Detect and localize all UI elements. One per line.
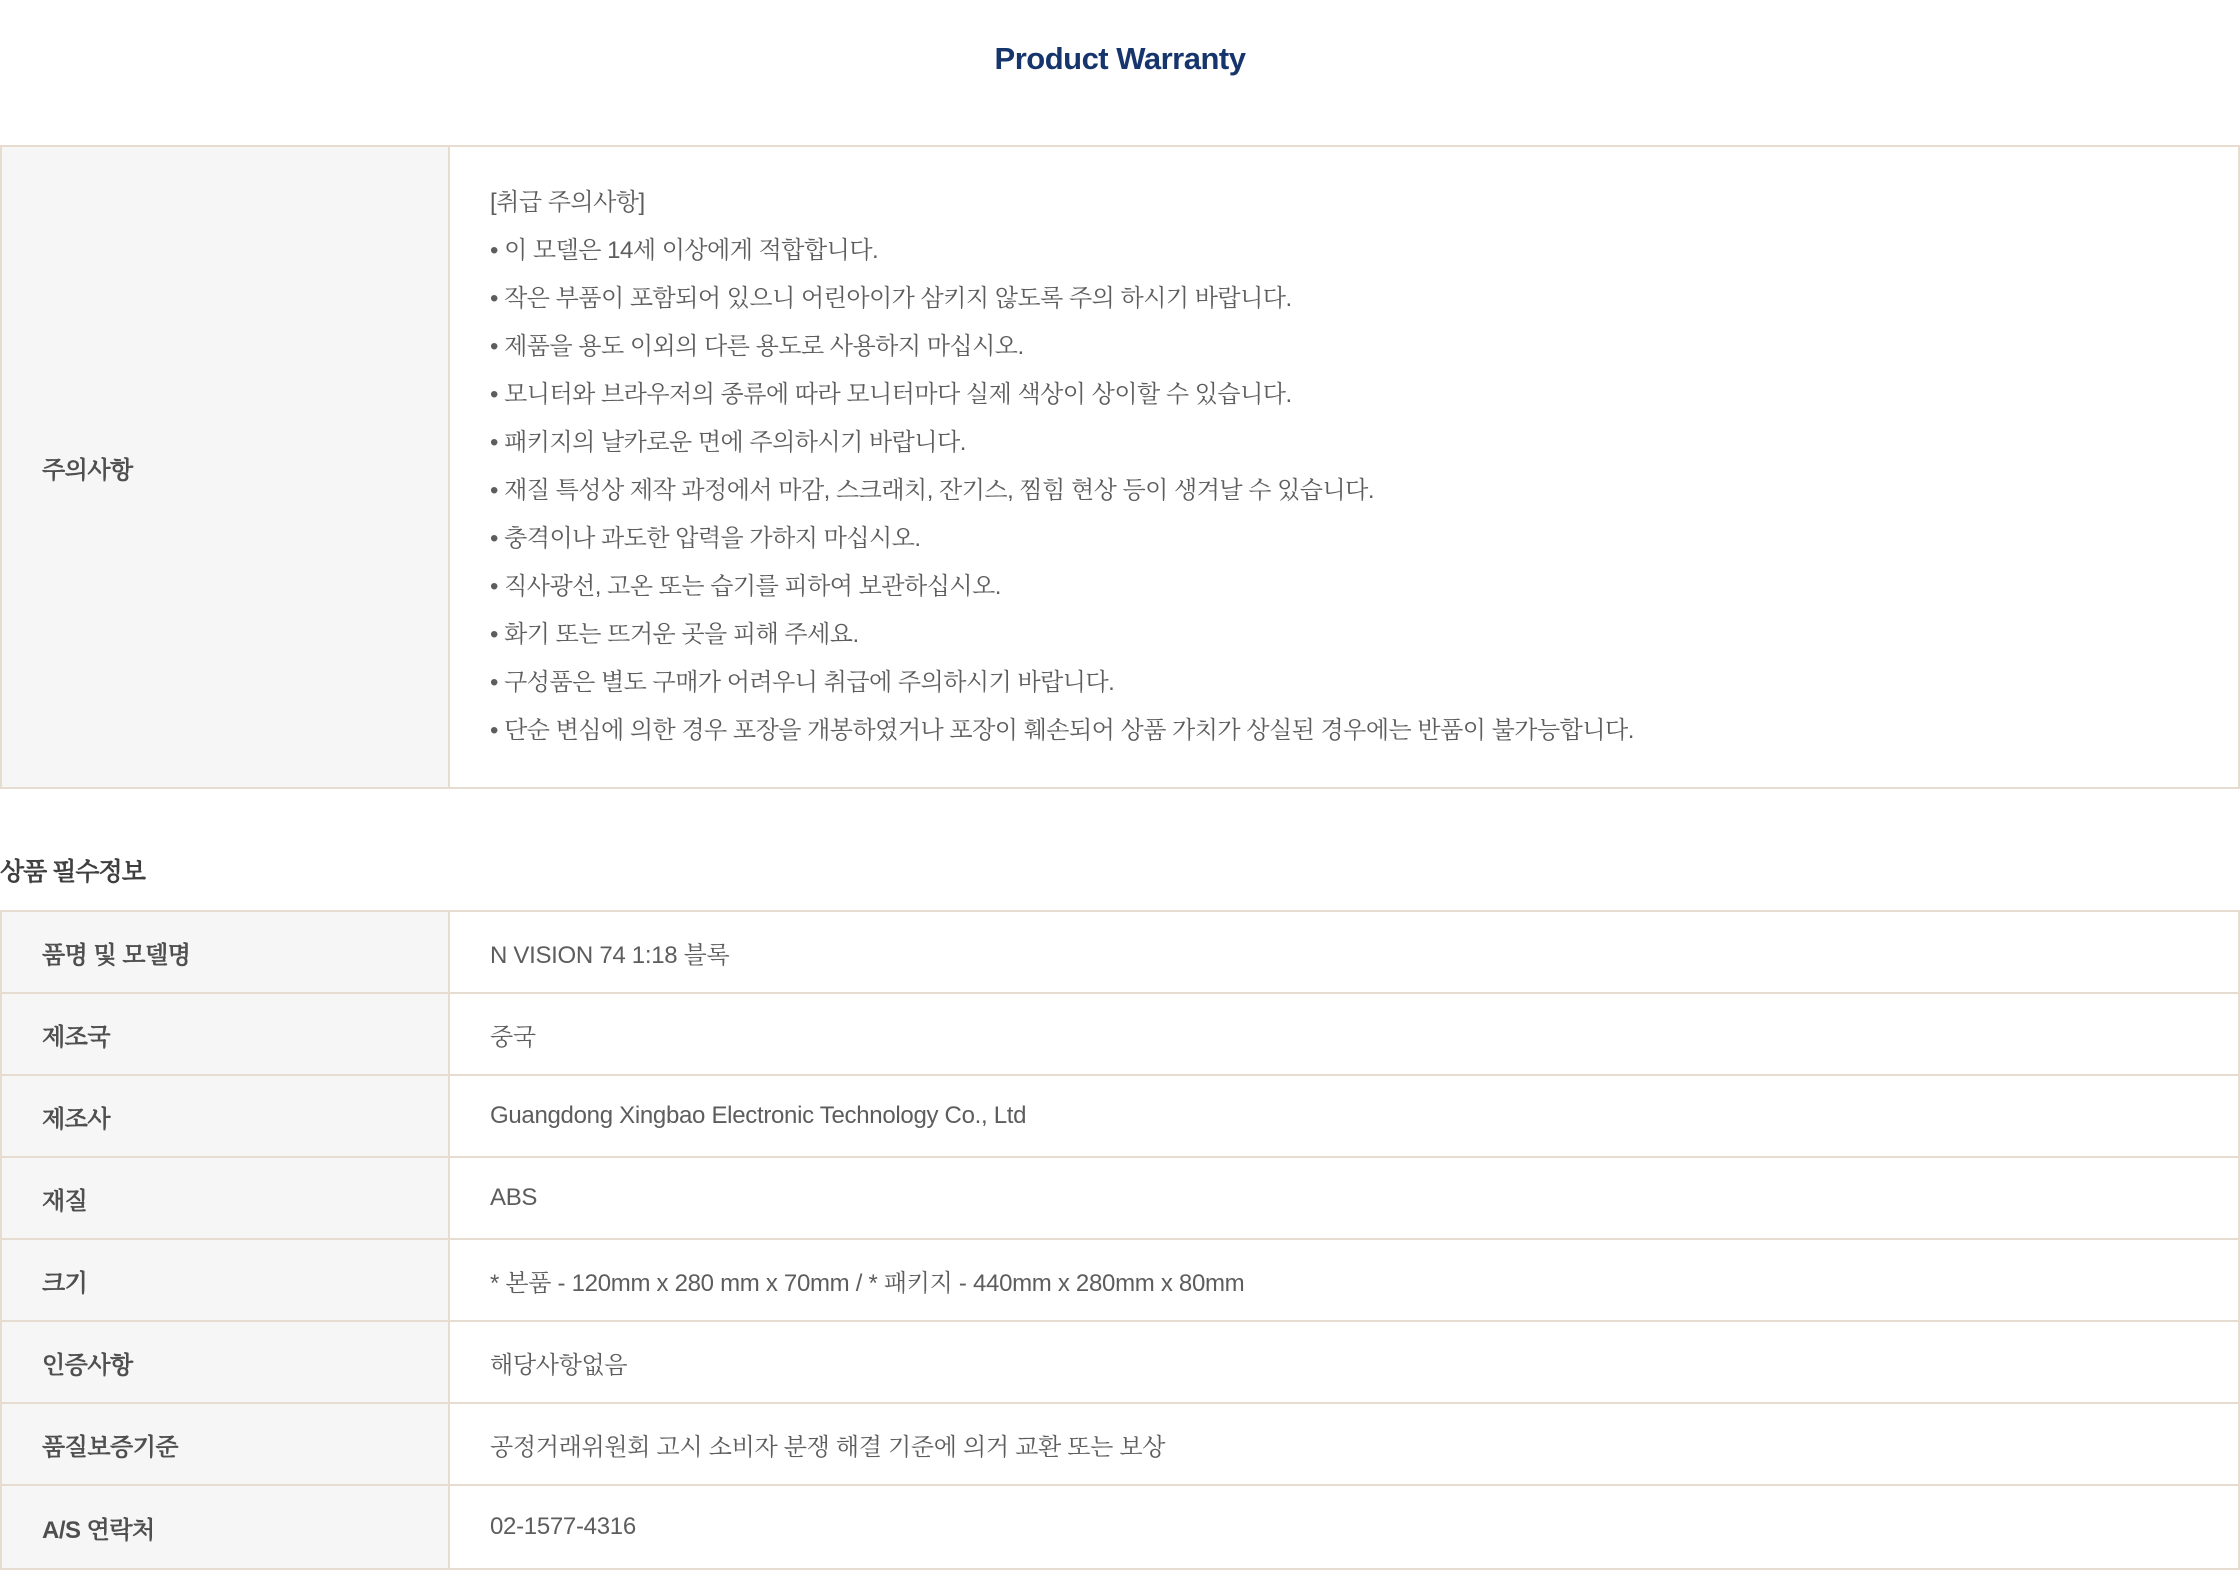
precaution-item: • 작은 부품이 포함되어 있으니 어린아이가 삼키지 않도록 주의 하시기 바랍니다. — [490, 285, 1292, 312]
precaution-item: • 이 모델은 14세 이상에게 적합합니다. — [490, 237, 879, 264]
precaution-item: • 직사광선, 고온 또는 습기를 피하여 보관하십시오. — [490, 573, 1001, 600]
row-label: 인증사항 — [2, 1322, 450, 1402]
precaution-item: • 구성품은 별도 구매가 어려우니 취급에 주의하시기 바랍니다. — [490, 669, 1115, 696]
precautions-table — [0, 145, 2240, 789]
precautions-label-cell: 주의사항 — [2, 147, 450, 787]
precaution-item: • 단순 변심에 의한 경우 포장을 개봉하였거나 포장이 훼손되어 상품 가치가 상실된 경우에는 반품이 불가능합니다. — [490, 717, 1634, 744]
table-row — [2, 1322, 2238, 1404]
table-row — [2, 994, 2238, 1076]
row-value: 02-1577-4316 — [490, 1513, 636, 1540]
row-value: 중국 — [490, 1023, 536, 1051]
row-value: 해당사항없음 — [490, 1351, 628, 1379]
precaution-item: • 충격이나 과도한 압력을 가하지 마십시오. — [490, 525, 921, 552]
row-label: 크기 — [2, 1240, 450, 1320]
table-row — [2, 1486, 2238, 1568]
row-value: * 본품 - 120mm x 280 mm x 70mm / * 패키지 - 440mm x 280mm x 80mm — [490, 1269, 1245, 1297]
table-row — [2, 1076, 2238, 1158]
table-row — [2, 1240, 2238, 1322]
precaution-item: • 모니터와 브라우저의 종류에 따라 모니터마다 실제 색상이 상이할 수 있습니다. — [490, 381, 1292, 408]
row-label: 제조국 — [2, 994, 450, 1074]
row-label: 재질 — [2, 1158, 450, 1238]
section-title-product-info: 상품 필수정보 — [0, 858, 145, 886]
row-label: 품명 및 모델명 — [2, 912, 450, 992]
row-value: ABS — [490, 1184, 538, 1211]
row-label: A/S 연락처 — [2, 1486, 450, 1568]
table-row — [2, 912, 2238, 994]
precautions-body — [450, 147, 2238, 787]
precaution-item: • 재질 특성상 제작 과정에서 마감, 스크래치, 잔기스, 찜힘 현상 등이 생겨날 수 있습니다. — [490, 477, 1375, 504]
precautions-heading: [취급 주의사항] — [490, 189, 645, 216]
precaution-item: • 패키지의 날카로운 면에 주의하시기 바랍니다. — [490, 429, 966, 456]
table-row — [2, 1158, 2238, 1240]
row-value: Guangdong Xingbao Electronic Technology Co., Ltd — [490, 1102, 1027, 1129]
row-value: 공정거래위원회 고시 소비자 분쟁 해결 기준에 의거 교환 또는 보상 — [490, 1433, 1166, 1461]
table-row — [2, 1404, 2238, 1486]
precaution-item: • 제품을 용도 이외의 다른 용도로 사용하지 마십시오. — [490, 333, 1024, 360]
precaution-item: • 화기 또는 뜨거운 곳을 피해 주세요. — [490, 621, 859, 648]
row-label: 품질보증기준 — [2, 1404, 450, 1484]
row-value: N VISION 74 1:18 블록 — [490, 941, 730, 969]
page-title: Product Warranty — [994, 41, 1246, 76]
product-info-table — [0, 910, 2240, 1570]
row-label: 제조사 — [2, 1076, 450, 1156]
